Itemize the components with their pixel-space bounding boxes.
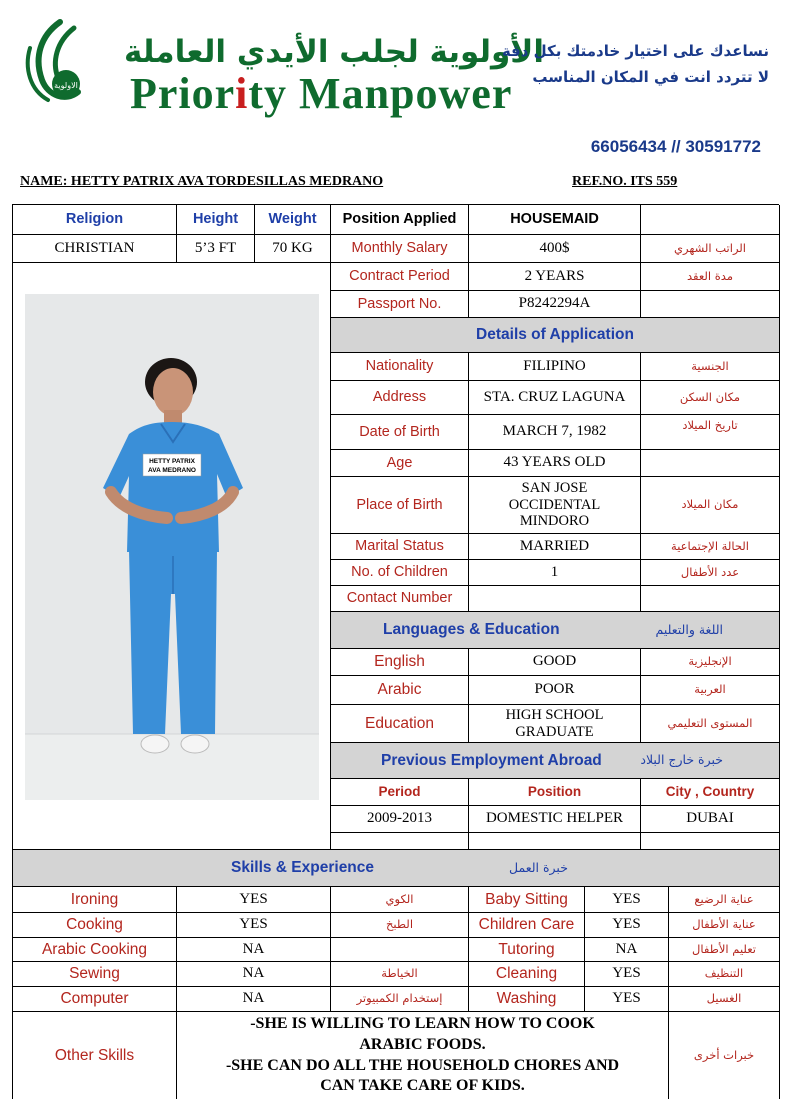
height-header: Height [177,205,255,235]
empty-cell [331,833,469,850]
address-label-ar: مكان السكن [641,381,780,415]
employment-period-value: 2009-2013 [331,806,469,833]
skill-right-label-ar: عناية الرضيع [669,887,780,913]
skill-left-value: NA [177,987,331,1012]
empty-cell [641,833,780,850]
arabic-label-ar: العربية [641,676,780,705]
candidate-photo [25,294,319,800]
period-header: Period [331,779,469,806]
nationality-label-ar: الجنسية [641,353,780,381]
employment-section-title: Previous Employment Abroad [381,751,602,769]
skill-left-label: Cooking [13,913,177,938]
nationality-label: Nationality [331,353,469,381]
english-value: GOOD [469,649,641,676]
skill-left-label: Computer [13,987,177,1012]
skill-left-label: Sewing [13,962,177,987]
skill-left-value: YES [177,913,331,938]
empty-cell [469,833,641,850]
skill-left-label-ar [331,938,469,962]
marital-value: MARRIED [469,534,641,560]
reference-number: REF.NO. ITS 559 [572,174,678,189]
skill-right-value: YES [585,913,669,938]
skill-left-value: NA [177,962,331,987]
phone-numbers: 66056434 // 30591772 [590,137,761,156]
english-label-ar: الإنجليزية [641,649,780,676]
svg-text:HETTY PATRIX: HETTY PATRIX [149,458,195,465]
age-label: Age [331,450,469,477]
employment-country-value: DUBAI [641,806,780,833]
address-label: Address [331,381,469,415]
skill-right-value: YES [585,987,669,1012]
employment-section-title-ar: خبرة خارج البلاد [640,752,723,768]
slogan-line-2: لا تتردد انت في المكان المناسب [532,68,769,86]
skill-right-label: Tutoring [469,938,585,962]
skills-section-title: Skills & Experience [231,859,375,877]
slogan-line-1: نساعدك على اختيار خادمتك بكل دقة [501,42,769,60]
languages-section-title-ar: اللغة والتعليم [655,621,723,637]
children-value: 1 [469,560,641,586]
education-label: Education [331,705,469,743]
salary-label-ar: الراتب الشهري [641,235,780,263]
other-skills-label-ar: خبرات أخرى [669,1012,780,1099]
passport-label: Passport No. [331,291,469,318]
religion-value: CHRISTIAN [13,235,177,263]
skill-left-label: Ironing [13,887,177,913]
nationality-value: FILIPINO [469,353,641,381]
children-label-ar: عدد الأطفال [641,560,780,586]
pob-value: SAN JOSE OCCIDENTAL MINDORO [469,477,641,534]
weight-header: Weight [255,205,331,235]
marital-label: Marital Status [331,534,469,560]
skill-right-value: YES [585,887,669,913]
height-value: 5’3 FT [177,235,255,263]
education-value: HIGH SCHOOL GRADUATE [469,705,641,743]
position-applied-label: Position Applied [331,205,469,235]
salary-value: 400$ [469,235,641,263]
contract-label-ar: مدة العقد [641,263,780,291]
skill-right-value: YES [585,962,669,987]
skill-right-label-ar: تعليم الأطفال [669,938,780,962]
country-header: City , Country [641,779,780,806]
religion-header: Religion [13,205,177,235]
address-value: STA. CRUZ LAGUNA [469,381,641,415]
skill-left-label-ar: إستخدام الكمبيوتر [331,987,469,1012]
arabic-label: Arabic [331,676,469,705]
other-skills-text: -SHE IS WILLING TO LEARN HOW TO COOK ARABIC FOODS. -SHE CAN DO ALL THE HOUSEHOLD CHORES AND CAN TAKE CARE OF KIDS. [177,1012,669,1099]
skill-left-label-ar: الطبخ [331,913,469,938]
dob-value: MARCH 7, 1982 [469,415,641,450]
contract-label: Contract Period [331,263,469,291]
salary-label: Monthly Salary [331,235,469,263]
marital-label-ar: الحالة الإجتماعية [641,534,780,560]
pob-label-ar: مكان الميلاد [641,477,780,534]
children-label: No. of Children [331,560,469,586]
empty-cell [641,205,780,235]
skill-left-value: YES [177,887,331,913]
arabic-value: POOR [469,676,641,705]
skill-right-label: Children Care [469,913,585,938]
contact-label-ar [641,586,780,612]
education-label-ar: المستوى التعليمي [641,705,780,743]
svg-text:AVA MEDRANO: AVA MEDRANO [148,467,196,474]
dob-label: Date of Birth [331,415,469,450]
employment-section [331,743,780,779]
contact-value [469,586,641,612]
age-label-ar [641,450,780,477]
skills-section-title-ar: خبرة العمل [509,859,568,875]
svg-text:الاولوية: الاولوية [54,81,78,90]
dob-label-ar: تاريخ الميلاد [641,415,780,450]
languages-section [331,612,780,649]
skill-right-label: Baby Sitting [469,887,585,913]
skill-right-value: NA [585,938,669,962]
passport-label-ar [641,291,780,318]
skill-left-label-ar: الكوي [331,887,469,913]
application-section-title: Details of Application [331,318,780,353]
position-applied-value: HOUSEMAID [469,205,641,235]
candidate-name: NAME: HETTY PATRIX AVA TORDESILLAS MEDRANO [20,174,384,189]
passport-value: P8242294A [469,291,641,318]
languages-section-title: Languages & Education [383,621,560,639]
employment-position-value: DOMESTIC HELPER [469,806,641,833]
skill-right-label: Washing [469,987,585,1012]
skill-right-label-ar: التنظيف [669,962,780,987]
skill-left-value: NA [177,938,331,962]
skill-right-label-ar: عناية الأطفال [669,913,780,938]
position-header: Position [469,779,641,806]
company-logo [22,18,92,108]
weight-value: 70 KG [255,235,331,263]
contact-label: Contact Number [331,586,469,612]
skill-right-label-ar: الغسيل [669,987,780,1012]
skill-left-label: Arabic Cooking [13,938,177,962]
english-label: English [331,649,469,676]
contract-value: 2 YEARS [469,263,641,291]
pob-label: Place of Birth [331,477,469,534]
skills-section [13,850,780,887]
skill-right-label: Cleaning [469,962,585,987]
other-skills-label: Other Skills [13,1012,177,1099]
brand-english-title: Priority Manpower [130,69,513,118]
brand-arabic-title: الأولوية لجلب الأيدي العاملة [123,34,545,70]
age-value: 43 YEARS OLD [469,450,641,477]
skill-left-label-ar: الخياطة [331,962,469,987]
